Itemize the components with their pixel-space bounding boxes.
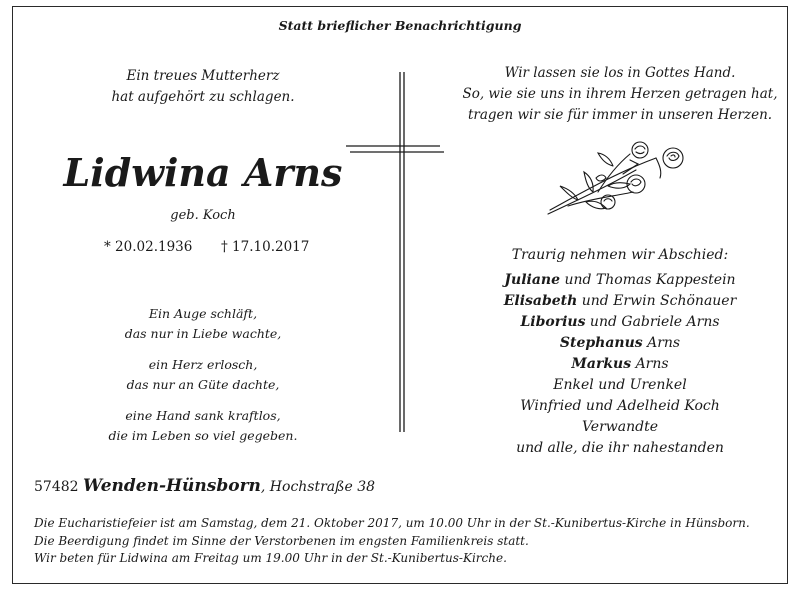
footer-line: Die Eucharistiefeier ist am Samstag, dem 21. Oktober 2017, um 10.00 Uhr in der St.-Kunibertus-Kirche in Hünsborn.: [34, 516, 750, 530]
family-first-name: Liborius: [520, 314, 586, 330]
death-date: † 17.10.2017: [221, 239, 310, 255]
birth-name: geb. Koch: [170, 208, 236, 223]
family-first-name: Stephanus: [559, 335, 643, 351]
family-rest: und Erwin Schönauer: [577, 293, 737, 309]
family-first-name: Juliane: [504, 272, 561, 288]
footer-text: [34, 515, 750, 568]
address-line: [34, 476, 375, 496]
left-poem-line: Ein treues Mutterherz: [126, 68, 280, 84]
verse-block: [28, 304, 378, 446]
cross-icon: [346, 72, 446, 432]
left-poem-line: hat aufgehört zu schlagen.: [111, 89, 295, 105]
address-town: Wenden-Hünsborn: [83, 476, 261, 496]
verse-line: das nur an Güte dachte,: [126, 377, 280, 392]
mourning-intro: Traurig nehmen wir Abschied:: [511, 247, 729, 263]
family-rest: und Gabriele Arns: [585, 314, 720, 330]
family-first-name: Elisabeth: [503, 293, 578, 309]
family-row: [440, 417, 800, 438]
family-rest: Verwandte: [581, 419, 659, 435]
left-poem: [28, 66, 378, 108]
family-row: [440, 438, 800, 459]
right-poem: [440, 63, 800, 126]
family-rest: Arns: [631, 356, 669, 372]
family-row: [440, 396, 800, 417]
family-row: [440, 291, 800, 312]
right-poem-line: Wir lassen sie los in Gottes Hand.: [504, 65, 736, 81]
family-first-name: Markus: [571, 356, 632, 372]
right-poem-line: tragen wir sie für immer in unseren Herzen.: [467, 107, 773, 123]
family-row: [440, 312, 800, 333]
family-rest: Winfried und Adelheid Koch: [520, 398, 720, 414]
verse-line: ein Herz erlosch,: [148, 357, 258, 372]
address-zip: 57482: [34, 479, 79, 495]
verse-line: Ein Auge schläft,: [148, 306, 258, 321]
family-rest: Enkel und Urenkel: [553, 377, 687, 393]
verse-line: das nur in Liebe wachte,: [124, 326, 282, 341]
family-row: [440, 354, 800, 375]
family-rest: und alle, die ihr nahestanden: [516, 440, 724, 456]
right-poem-line: So, wie sie uns in ihrem Herzen getragen hat,: [462, 86, 778, 102]
birth-date: * 20.02.1936: [104, 239, 193, 255]
verse-line: eine Hand sank kraftlos,: [125, 408, 281, 423]
footer-line: Die Beerdigung findet im Sinne der Verstorbenen im engsten Familienkreis statt.: [34, 533, 529, 548]
footer-line: Wir beten für Lidwina am Freitag um 19.00 Uhr in der St.-Kunibertus-Kirche.: [34, 551, 507, 565]
roses-icon: [538, 136, 688, 222]
family-row: [440, 270, 800, 291]
deceased-name: Lidwina Arns: [63, 150, 343, 195]
verse-line: die im Leben so viel gegeben.: [108, 428, 298, 443]
address-street: , Hochstraße 38: [260, 479, 376, 495]
family-list: [440, 270, 800, 459]
family-row: [440, 375, 800, 396]
family-row: [440, 333, 800, 354]
family-rest: Arns: [642, 335, 681, 351]
family-rest: und Thomas Kappestein: [560, 272, 736, 288]
header-text: Statt brieflicher Benachrichtigung: [278, 18, 522, 33]
